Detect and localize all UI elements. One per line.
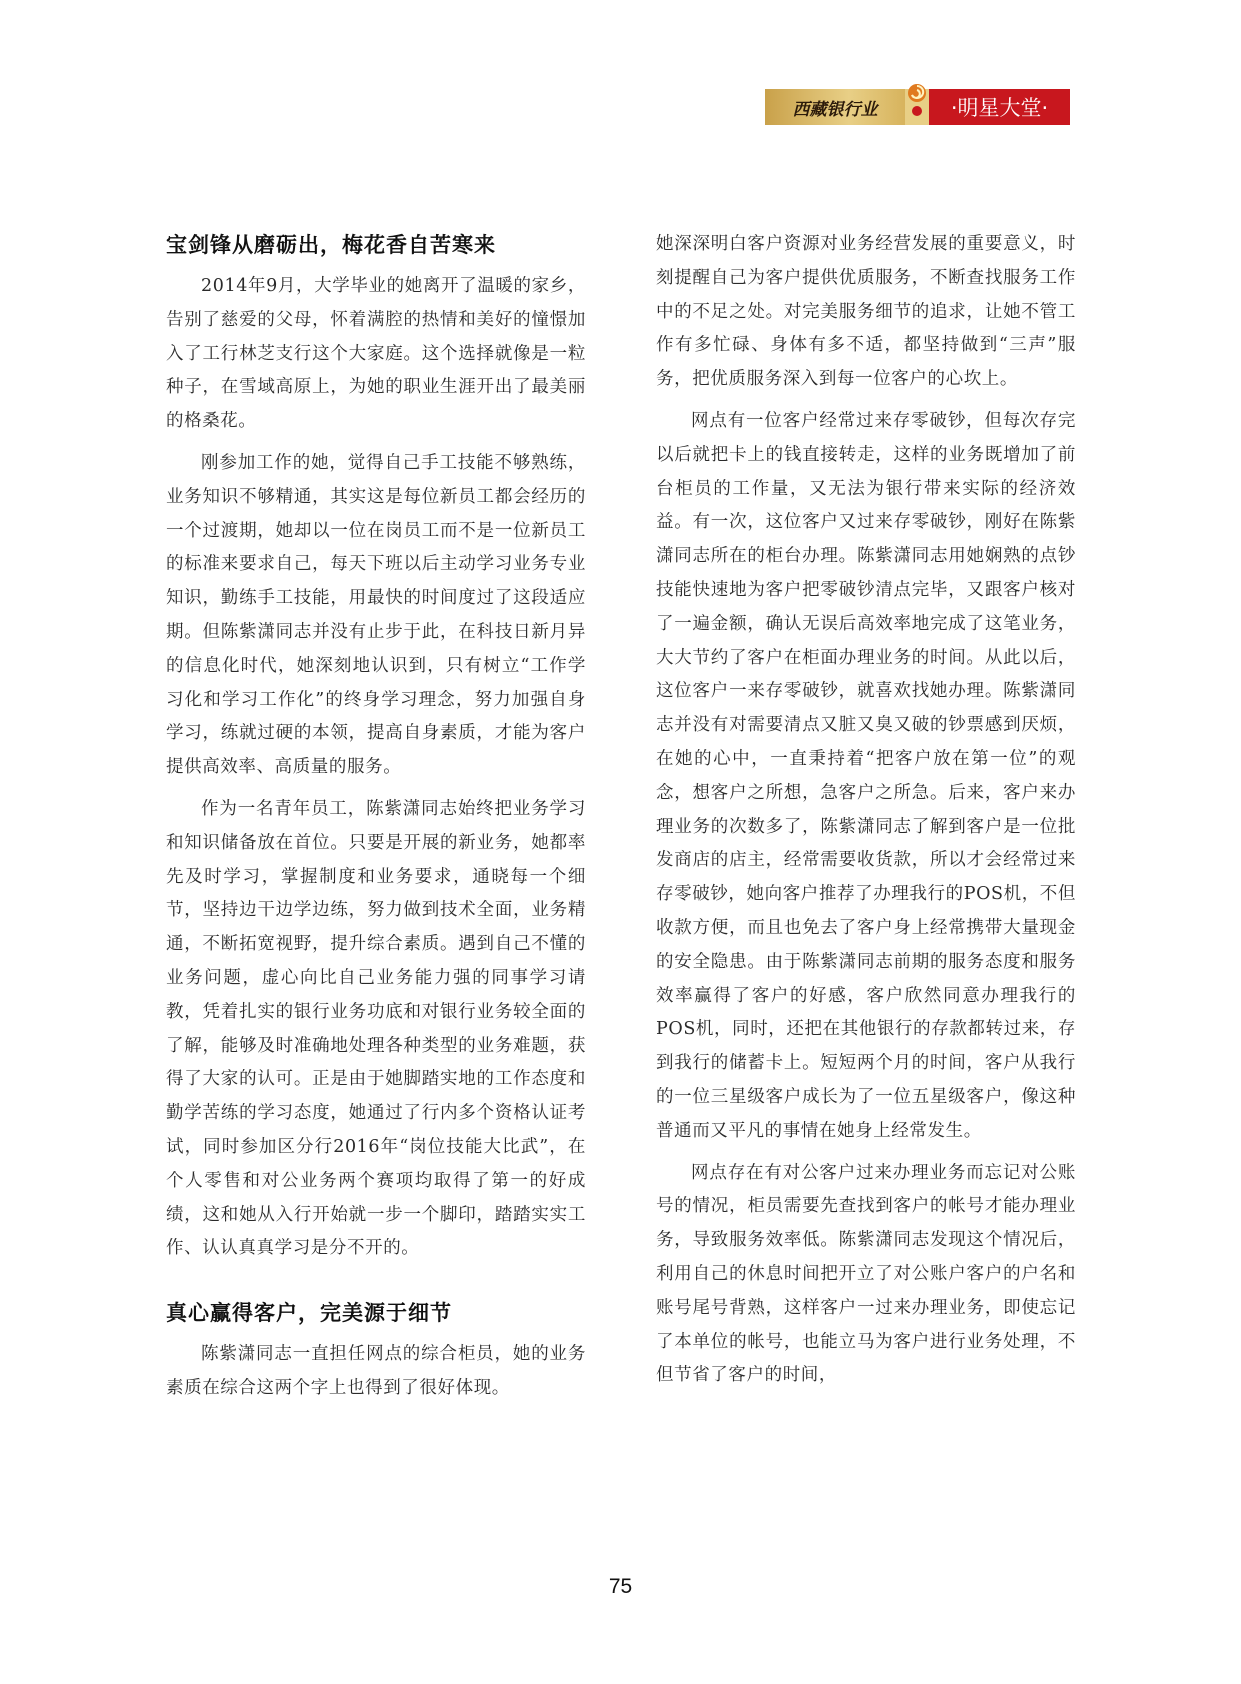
paragraph: 网点有一位客户经常过来存零破钞，但每次存完以后就把卡上的钱直接转走，这样的业务既增加了前台柜员的工作量，又无法为银行带来实际的经济效益。有一次，这位客户又过来存零破钞，刚好在陈紫潇同志所在的柜台办理。陈紫潇同志用她娴熟的点钞技能快速地为客户把零破钞清点完毕，又跟客户核对了一遍金额，确认无误后高效率地完成了这笔业务，大大节约了客户在柜面办理业务的时间。从此以后，这位客户一来存零破钞，就喜欢找她办理。陈紫潇同志并没有对需要清点又脏又臭又破的钞票感到厌烦，在她的心中，一直秉持着“把客户放在第一位”的观念，想客户之所想，急客户之所急。后来，客户来办理业务的次数多了，陈紫潇同志了解到客户是一位批发商店的店主，经常需要收货款，所以才会经常过来存零破钞，她向客户推荐了办理我行的POS机，不但收款方便，而且也免去了客户身上经常携带大量现金的安全隐患。由于陈紫潇同志前期的服务态度和服务效率赢得了客户的好感，客户欣然同意办理我行的POS机，同时，还把在其他银行的存款都转过来，存到我行的储蓄卡上。短短两个月的时间，客户从我行的一位三星级客户成长为了一位五星级客户，像这种普通而又平凡的事情在她身上经常发生。 (656, 410, 1077, 1141)
section-label: ·明星大堂· (929, 89, 1070, 125)
paragraph: 刚参加工作的她，觉得自己手工技能不够熟练，业务知识不够精通，其实这是每位新员工都会经历的一个过渡期，她却以一位在岗员工而不是一位新员工的标准来要求自己，每天下班以后主动学习业务专业知识，勤练手工技能，用最快的时间度过了这段适应期。但陈紫潇同志并没有止步于此，在科技日新月异的信息化时代，她深刻地认识到，只有树立“工作学习化和学习工作化”的终身学习理念，努力加强自身学习，练就过硬的本领，提高自身素质，才能为客户提供高效率、高质量的服务。 (166, 452, 586, 778)
paragraph: 她深深明白客户资源对业务经营发展的重要意义，时刻提醒自己为客户提供优质服务，不断查找服务工作中的不足之处。对完美服务细节的追求，让她不管工作有多忙碌、身体有多不适，都坚持做到“三声”服务，把优质服务深入到每一位客户的心坎上。 (656, 234, 1076, 390)
header-banner (765, 89, 1070, 125)
paragraph: 网点存在有对公客户过来办理业务而忘记对公账号的情况，柜员需要先查找到客户的帐号才能办理业务，导致服务效率低。陈紫潇同志发现这个情况后，利用自己的休息时间把开立了对公账户客户的户名和账号尾号背熟，这样客户一过来办理业务，即使忘记了本单位的帐号，也能立马为客户进行业务处理，不但节省了客户的时间， (656, 1162, 1076, 1386)
paragraph: 作为一名青年员工，陈紫潇同志始终把业务学习和知识储备放在首位。只要是开展的新业务，她都率先及时学习，掌握制度和业务要求，通晓每一个细节，坚持边干边学边练，努力做到技术全面，业务精通，不断拓宽视野，提升综合素质。遇到自己不懂的业务问题，虚心向比自己业务能力强的同事学习请教，凭着扎实的银行业务功底和对银行业务较全面的了解，能够及时准确地处理各种类型的业务难题，获得了大家的认可。正是由于她脚踏实地的工作态度和勤学苦练的学习态度，她通过了行内多个资格认证考试，同时参加区分行2016年“岗位技能大比武”，在个人零售和对公业务两个赛项均取得了第一的好成绩，这和她从入行开始就一步一个脚印，踏踏实实工作、认认真真学习是分不开的。 (166, 798, 586, 1259)
swirl-emblem-icon (905, 89, 929, 125)
paragraph: 2014年9月，大学毕业的她离开了温暖的家乡，告别了慈爱的父母，怀着满腔的热情和美好的憧憬加入了工行林芝支行这个大家庭。这个选择就像是一粒种子，在雪域高原上，为她的职业生涯开出了最美丽的格桑花。 (166, 276, 586, 432)
brand-logo: 西藏银行业 (765, 89, 905, 125)
paragraph: 陈紫潇同志一直担任网点的综合柜员，她的业务素质在综合这两个字上也得到了很好体现。 (166, 1344, 586, 1398)
section-heading: 宝剑锋从磨砺出，梅花香自苦寒来 (166, 233, 496, 257)
page-number: 75 (608, 1575, 633, 1598)
left-column (166, 228, 586, 1414)
section-heading: 真心赢得客户，完美源于细节 (166, 1301, 452, 1326)
right-column (656, 228, 1076, 1401)
